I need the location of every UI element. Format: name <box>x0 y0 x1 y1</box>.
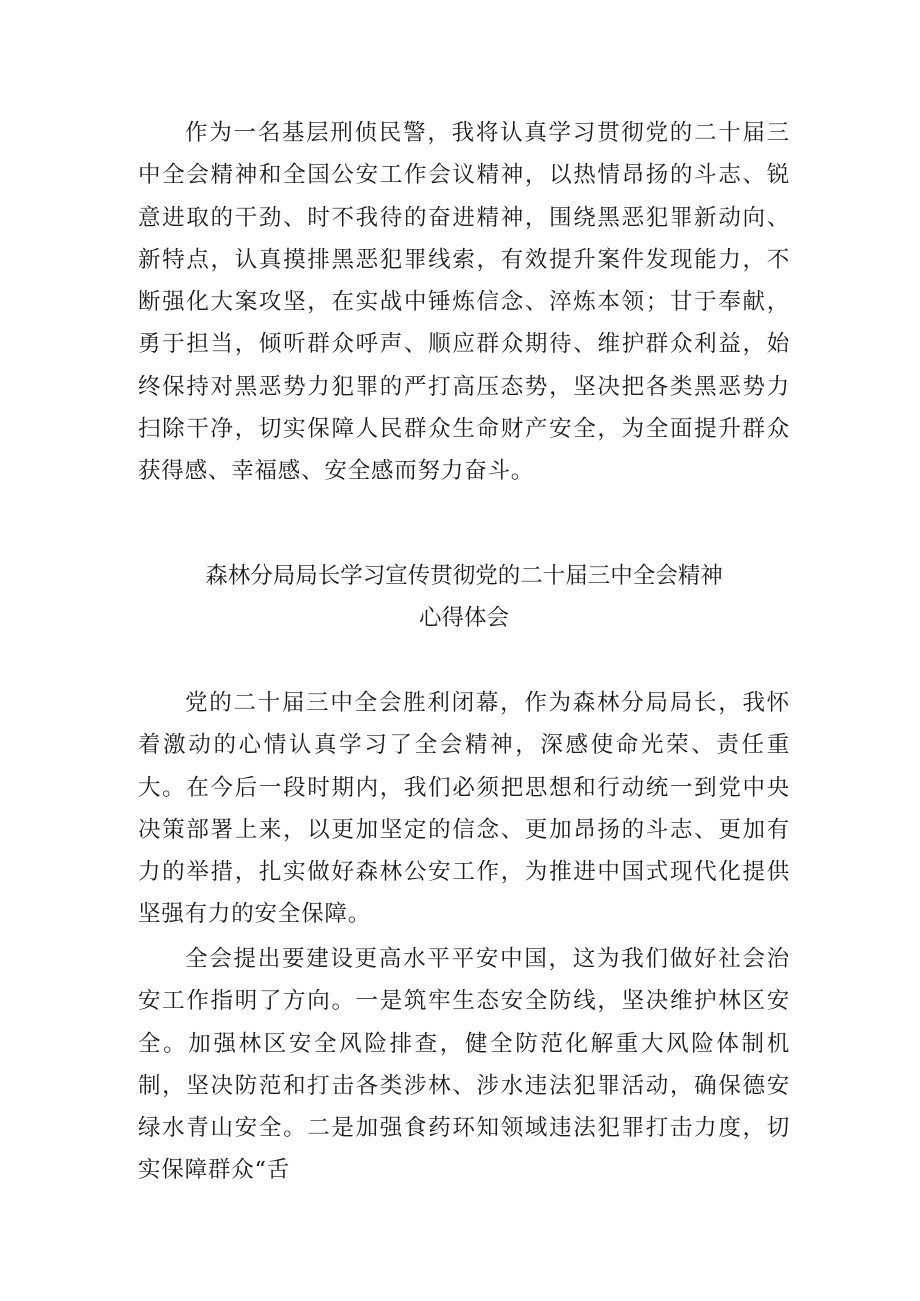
body-paragraph-2: 党的二十届三中全会胜利闭幕，作为森林分局局长，我怀着激动的心情认真学习了全会精神，深感使命光荣、责任重大。在今后一段时期内，我们必须把思想和行动统一到党中央决策部署上来，以更加坚定的信念、更加昂扬的斗志、更加有力的举措，扎实做好森林公安工作，为推进中国式现代化提供坚强有力的安全保障。 <box>138 690 790 928</box>
body-paragraph-3: 全会提出要建设更高水平平安中国，这为我们做好社会治安工作指明了方向。一是筑牢生态安全防线，坚决维护林区安全。加强林区安全风险排查，健全防范化解重大风险体制机制，坚决防范和打击各类涉林、涉水违法犯罪活动，确保德安绿水青山安全。二是加强食药环知领域违法犯罪打击力度，切实保障群众“舌 <box>138 946 790 1184</box>
body-paragraph-1: 作为一名基层刑侦民警，我将认真学习贯彻党的二十届三中全会精神和全国公安工作会议精神，以热情昂扬的斗志、锐意进取的干劲、时不我待的奋进精神，围绕黑恶犯罪新动向、新特点，认真摸排黑恶犯罪线索，有效提升案件发现能力，不断强化大案攻坚，在实战中锤炼信念、淬炼本领；甘于奉献，勇于担当，倾听群众呼声、顺应群众期待、维护群众利益，始终保持对黑恶势力犯罪的严打高压态势，坚决把各类黑恶势力扫除干净，切实保障人民群众生命财产安全，为全面提升群众获得感、幸福感、安全感而努力奋斗。 <box>138 120 790 485</box>
section-title-line-1: 森林分局局长学习宣传贯彻党的二十届三中全会精神 <box>205 563 723 589</box>
section-title <box>138 555 790 639</box>
section-title-line-2: 心得体会 <box>418 605 509 631</box>
